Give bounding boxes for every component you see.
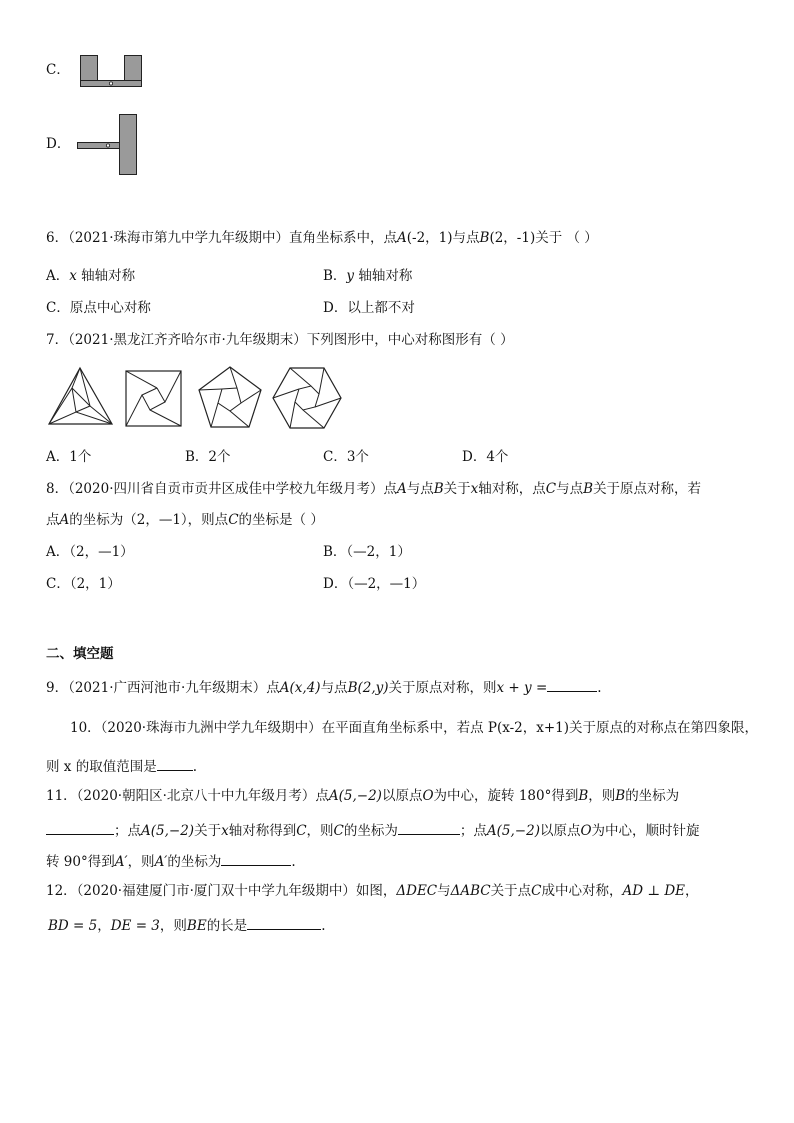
q8-option-c: C．（2，1） [46,576,121,592]
q12-answer-blank[interactable] [247,917,321,930]
q9-stem: 9．（2021·广西河池市·九年级期末）点A(x,4)与点B(2,y)关于原点对称，则x + y = . [46,680,602,696]
q11-answer-blank-1[interactable] [46,822,114,835]
q7-option-c: C．3个 [323,449,369,465]
q10-answer-blank[interactable] [157,758,193,771]
q8-option-a: A．（2，—1） [46,544,134,560]
q6-option-d: D．以上都不对 [323,300,415,316]
option-c-figure [80,55,142,88]
q7-figure-pentagon [197,366,263,429]
q11-stem-line2: ；点A(5,−2)关于x轴对称得到C，则C的坐标为 ；点A(5,−2)以原点O为中心，顺时针旋 [46,822,700,839]
q11-stem-line1: 11．（2020·朝阳区·北京八十中九年级月考）点A(5,−2)以原点O为中心，旋转 180°得到B，则B的坐标为 [46,788,680,804]
q8-stem-line2: 点A的坐标为（2，—1），则点C的坐标是（ ） [46,512,324,528]
q11-answer-blank-2[interactable] [398,822,460,835]
option-d-figure [77,114,139,176]
q7-figure-square [125,370,183,428]
q7-figure-hexagon [272,366,342,430]
q10-stem-line2: 则 x 的取值范围是 . [46,759,197,775]
q8-option-b: B．（—2，1） [323,544,411,560]
q12-stem-line1: 12．（2020·福建厦门市·厦门双十中学九年级期中）如图，ΔDEC与ΔABC关于点C成中心对称，AD ⊥ DE， [46,883,699,899]
q11-answer-blank-3[interactable] [221,853,291,866]
section-title: 二、填空题 [46,646,114,662]
q7-option-a: A．1个 [46,449,92,465]
q12-stem-line2: BD = 5，DE = 3，则BE的长是 . [48,918,326,934]
q7-option-b: B．2个 [185,449,231,465]
q6-option-c: C．原点中心对称 [46,300,151,316]
q9-answer-blank[interactable] [547,679,597,692]
q6-option-a: A．x 轴轴对称 [46,268,136,284]
q7-option-d: D．4个 [462,449,509,465]
option-d-label: D． [46,136,71,152]
q7-figure-triangle [48,366,114,428]
q11-stem-line3: 转 90°得到A′，则A′的坐标为 . [46,854,296,870]
q8-stem-line1: 8．（2020·四川省自贡市贡井区成佳中学校九年级月考）点A与点B关于x轴对称，点C与点B关于原点对称，若 [46,481,702,497]
q6-stem: 6．（2021·珠海市第九中学九年级期中）直角坐标系中，点A(-2，1)与点B(2，-1)关于 （ ） [46,230,598,246]
q7-stem: 7．（2021·黑龙江齐齐哈尔市·九年级期末）下列图形中，中心对称图形有（ ） [46,332,514,348]
q10-stem-line1: 10．（2020·珠海市九洲中学九年级期中）在平面直角坐标系中，若点 P(x-2，x+1)关于原点的对称点在第四象限， [70,720,759,736]
q6-option-b: B．y 轴轴对称 [323,268,413,284]
q8-option-d: D．（—2，—1） [323,576,426,592]
option-c-label: C． [46,62,70,78]
